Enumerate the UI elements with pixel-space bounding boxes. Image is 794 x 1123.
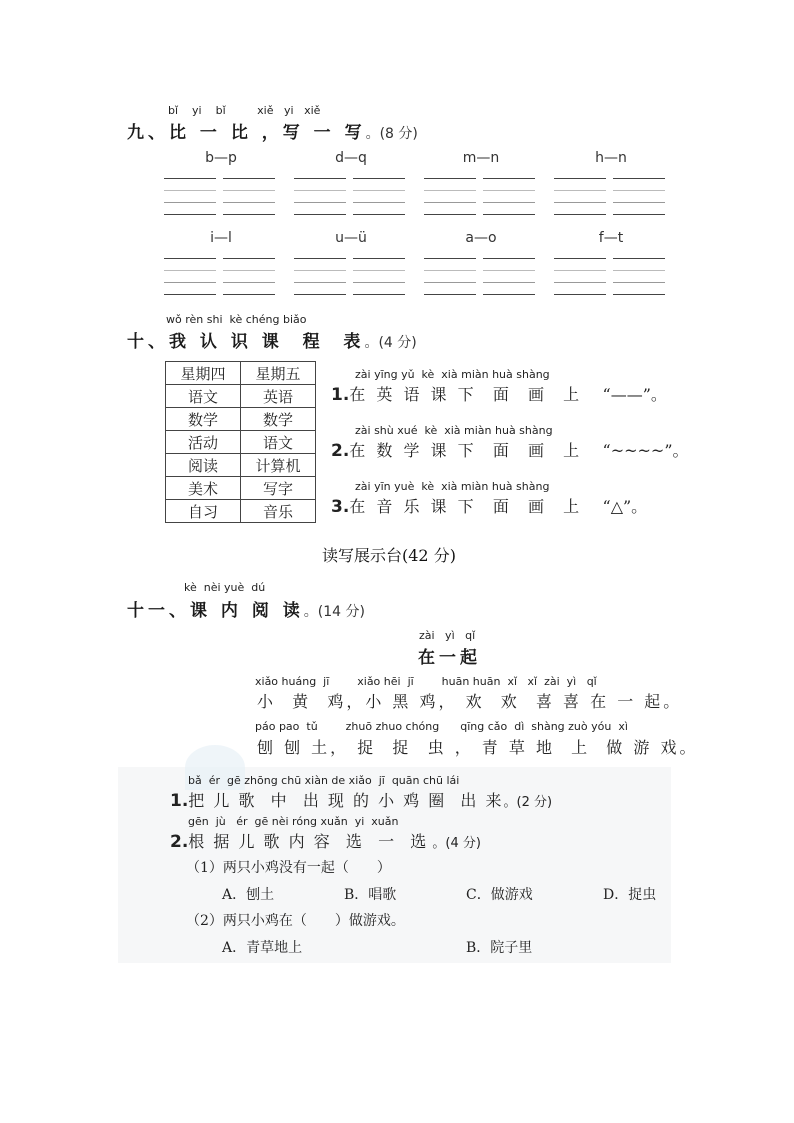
poem-line-pinyin: páo pao tǔ zhuō zhuo chóng qīng cǎo dì shàng zuò yóu xì — [255, 720, 628, 733]
table-cell: 语文 — [241, 431, 316, 454]
poem-line: 小 黄 鸡，小 黑 鸡， 欢 欢 喜 喜 在 一 起。 — [257, 692, 683, 711]
writing-lines[interactable] — [223, 178, 275, 218]
pinyin: xiě — [257, 104, 274, 117]
question-text: 在 音 乐 课 下 面 画 上 — [349, 497, 583, 516]
section-title: 我 认 识 课 程 表 — [169, 332, 365, 352]
schedule-table — [165, 361, 316, 523]
period: 。 — [503, 795, 517, 810]
option-a[interactable]: A．青草地上 — [222, 940, 303, 956]
writing-lines[interactable] — [483, 178, 535, 218]
table-row — [166, 500, 316, 523]
table-cell: 阅读 — [166, 454, 241, 477]
table-cell: 语文 — [166, 385, 241, 408]
writing-lines[interactable] — [294, 178, 346, 218]
writing-lines[interactable] — [613, 178, 665, 218]
reading-question-1 — [170, 788, 552, 811]
sub-question-1: （1）两只小鸡没有一起（ ） — [186, 860, 391, 876]
reading-question-2 — [170, 829, 481, 852]
table-cell: 数学 — [166, 408, 241, 431]
writing-lines[interactable] — [353, 258, 405, 298]
poem-line-pinyin: xiǎo huáng jī xiǎo hēi jī huān huān xǐ xǐ zài yì qǐ — [255, 675, 597, 688]
table-row — [166, 385, 316, 408]
table-row — [166, 431, 316, 454]
option-a[interactable]: A．刨土 — [222, 887, 275, 903]
section-number: 十、 — [127, 332, 169, 352]
table-cell: 英语 — [241, 385, 316, 408]
question-text: 在 数 学 课 下 面 画 上 — [349, 441, 583, 460]
pair-label: d—q — [335, 150, 367, 166]
pinyin: yi — [284, 104, 294, 117]
period: 。 — [428, 836, 446, 851]
pair-label: a—o — [465, 230, 497, 246]
pinyin: bǐ — [215, 104, 226, 117]
pair-label: u—ü — [335, 230, 367, 246]
writing-lines[interactable] — [613, 258, 665, 298]
schedule-question — [331, 438, 689, 461]
q1-pinyin: bǎ ér gē zhōng chū xiàn de xiǎo jī quān chū lái — [188, 774, 460, 787]
part-heading: 读写展示台(42 分) — [322, 546, 456, 565]
table-header: 星期五 — [241, 362, 316, 385]
question-pinyin: zài shù xué kè xià miàn huà shàng — [355, 424, 553, 437]
question-text: 在 英 语 课 下 面 画 上 — [349, 385, 583, 404]
pair-label: f—t — [598, 230, 624, 246]
pinyin: xiě — [304, 104, 321, 117]
schedule-question — [331, 382, 667, 405]
section-title: 课 内 阅 读 — [190, 601, 304, 621]
pair-label: i—l — [210, 230, 232, 246]
writing-lines[interactable] — [483, 258, 535, 298]
section10-heading — [127, 327, 417, 352]
question-number: 1. — [170, 791, 189, 811]
question-score: (4 分) — [445, 836, 481, 851]
table-row — [166, 408, 316, 431]
question-number: 1. — [331, 385, 350, 405]
poem-title-pinyin: zài yì qǐ — [419, 629, 476, 642]
section11-heading — [127, 596, 365, 621]
pair-label: b—p — [205, 150, 237, 166]
table-cell: 计算机 — [241, 454, 316, 477]
section11-pinyin: kè nèi yuè dú — [184, 581, 266, 594]
table-cell: 美术 — [166, 477, 241, 500]
period: 。 — [364, 335, 379, 351]
table-cell: 音乐 — [241, 500, 316, 523]
poem-title: 在一起 — [418, 648, 481, 668]
pair-label: m—n — [462, 150, 500, 166]
option-c[interactable]: C．做游戏 — [466, 887, 533, 903]
writing-lines[interactable] — [294, 258, 346, 298]
question-number: 2. — [170, 832, 189, 852]
section10-pinyin: wǒ rèn shi kè chéng biǎo — [166, 313, 307, 326]
table-header-row — [166, 362, 316, 385]
table-header: 星期四 — [166, 362, 241, 385]
option-b[interactable]: B．唱歌 — [344, 887, 397, 903]
writing-lines[interactable] — [223, 258, 275, 298]
table-cell: 写字 — [241, 477, 316, 500]
section9-pinyin — [168, 104, 320, 117]
pinyin: bǐ — [168, 104, 179, 117]
section-title: 比 一 比 ，写 一 写 — [169, 123, 366, 143]
table-row — [166, 477, 316, 500]
pair-label: h—n — [595, 150, 627, 166]
wavy-line-mark: “~~~~”。 — [602, 441, 689, 460]
writing-lines[interactable] — [164, 178, 216, 218]
period: 。 — [303, 604, 318, 620]
question-pinyin: zài yīng yǔ kè xià miàn huà shàng — [355, 368, 550, 381]
writing-lines[interactable] — [554, 178, 606, 218]
question-number: 3. — [331, 497, 350, 517]
poem-line: 刨 刨 土， 捉 捉 虫 ， 青 草 地 上 做 游 戏。 — [257, 738, 699, 757]
writing-lines[interactable] — [424, 258, 476, 298]
section-score: (4 分) — [378, 335, 417, 351]
schedule-question — [331, 494, 647, 517]
option-b[interactable]: B．院子里 — [466, 940, 533, 956]
question-pinyin: zài yīn yuè kè xià miàn huà shàng — [355, 480, 550, 493]
option-d[interactable]: D．捉虫 — [603, 887, 657, 903]
question-number: 2. — [331, 441, 350, 461]
underline-mark: “——”。 — [602, 385, 667, 404]
writing-lines[interactable] — [554, 258, 606, 298]
sub-question-2: （2）两只小鸡在（ ）做游戏。 — [186, 913, 405, 929]
section-number: 十一、 — [127, 601, 190, 621]
writing-lines[interactable] — [424, 178, 476, 218]
q2-pinyin: gēn jù ér gē nèi róng xuǎn yi xuǎn — [188, 815, 399, 828]
question-text: 把 儿 歌 中 出 现 的 小 鸡 圈 出 来 — [188, 791, 504, 810]
triangle-mark: “△”。 — [602, 497, 648, 516]
question-text: 根 据 儿 歌 内 容 选 一 选 — [188, 832, 429, 851]
table-cell: 数学 — [241, 408, 316, 431]
period: 。 — [365, 126, 380, 142]
table-cell: 自习 — [166, 500, 241, 523]
section9-heading — [127, 118, 418, 143]
question-score: (2 分) — [516, 795, 553, 810]
section-score: (14 分) — [317, 604, 365, 620]
section-number: 九、 — [127, 123, 169, 143]
writing-lines[interactable] — [353, 178, 405, 218]
pinyin: yi — [192, 104, 202, 117]
writing-lines[interactable] — [164, 258, 216, 298]
section-score: (8 分) — [379, 126, 418, 142]
table-row — [166, 454, 316, 477]
table-cell: 活动 — [166, 431, 241, 454]
